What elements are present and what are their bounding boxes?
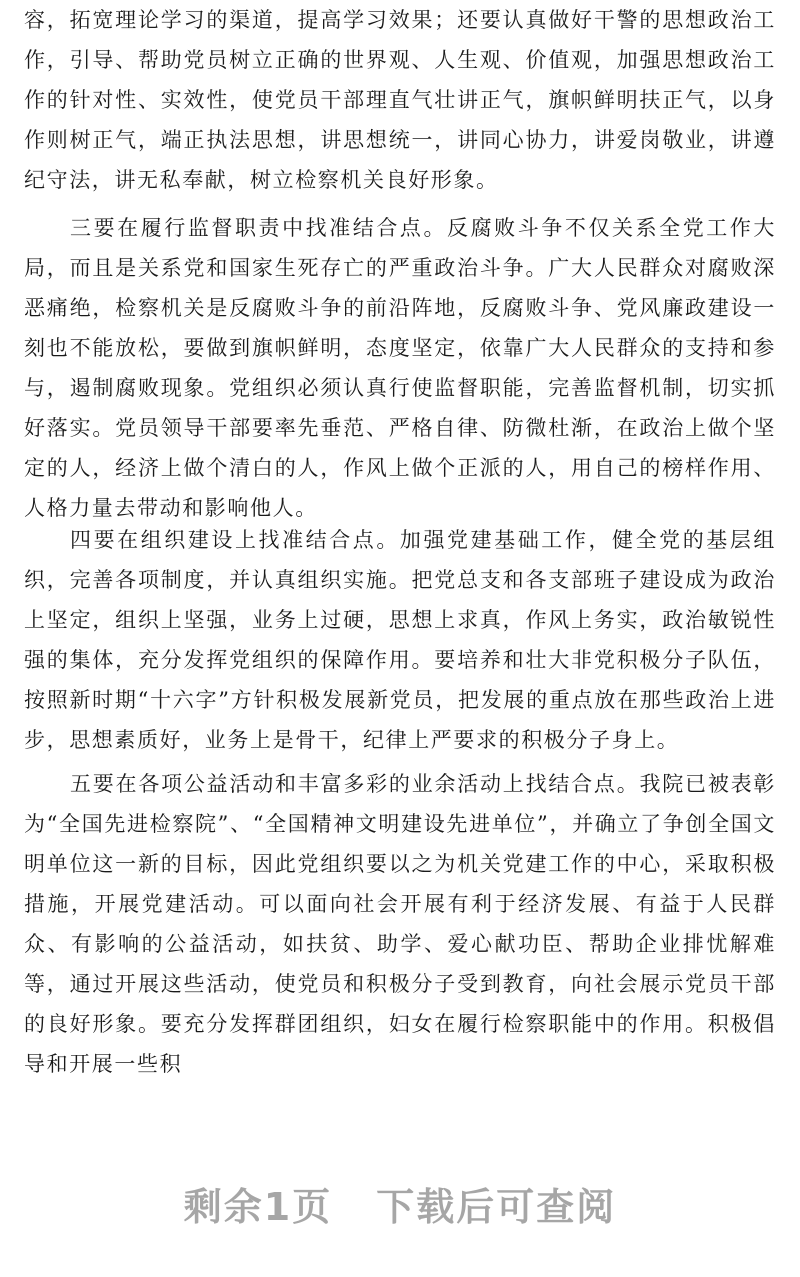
remaining-pages-label: 剩余1页	[183, 1185, 333, 1229]
remaining-pages-download-banner[interactable]	[0, 1176, 800, 1231]
paragraph-public-activities: 五要在各项公益活动和丰富多彩的业余活动上找结合点。我院已被表彰为“全国先进检察院”、“全国精神文明建设先进单位”，并确立了争创全国文明单位这一新的目标，因此党组织要以之为机关党建工作的中心，采取积极措施，开展党建活动。可以面向社会开展有利于经济发展、有益于人民群众、有影响的公益活动，如扶贫、助学、爱心献功臣、帮助企业排忧解难等，通过开展这些活动，使党员和积极分子受到教育，向社会展示党员干部的良好形象。要充分发挥群团组织，妇女在履行检察职能中的作用。积极倡导和开展一些积	[24, 772, 776, 1076]
download-prompt-label: 下载后可查阅	[376, 1185, 617, 1229]
paragraph-organization: 四要在组织建设上找准结合点。加强党建基础工作，健全党的基层组织，完善各项制度，并认真组织实施。把党总支和各支部班子建设成为政治上坚定，组织上坚强，业务上过硬，思想上求真，作风上务实，政治敏锐性强的集体，充分发挥党组织的保障作用。要培养和壮大非党积极分子队伍，按照新时期“十六字”方针积极发展新党员，把发展的重点放在那些政治上进步，思想素质好，业务上是骨干，纪律上严要求的积极分子身上。	[24, 528, 776, 752]
paragraph-continued: 容，拓宽理论学习的渠道，提高学习效果；还要认真做好干警的思想政治工作，引导、帮助党员树立正确的世界观、人生观、价值观，加强思想政治工作的针对性、实效性，使党员干部理直气壮讲正气，旗帜鲜明扶正气，以身作则树正气，端正执法思想，讲思想统一，讲同心协力，讲爱岗敬业，讲遵纪守法，讲无私奉献，树立检察机关良好形象。	[24, 8, 776, 192]
paragraph-supervision: 三要在履行监督职责中找准结合点。反腐败斗争不仅关系全党工作大局，而且是关系党和国家生死存亡的严重政治斗争。广大人民群众对腐败深恶痛绝，检察机关是反腐败斗争的前沿阵地，反腐败斗争、党风廉政建设一刻也不能放松，要做到旗帜鲜明，态度坚定，依靠广大人民群众的支持和参与，遏制腐败现象。党组织必须认真行使监督职能，完善监督机制，切实抓好落实。党员领导干部要率先垂范、严格自律、防微杜渐，在政治上做个坚定的人，经济上做个清白的人，作风上做个正派的人，用自己的榜样作用、人格力量去带动和影响他人。	[24, 216, 776, 520]
